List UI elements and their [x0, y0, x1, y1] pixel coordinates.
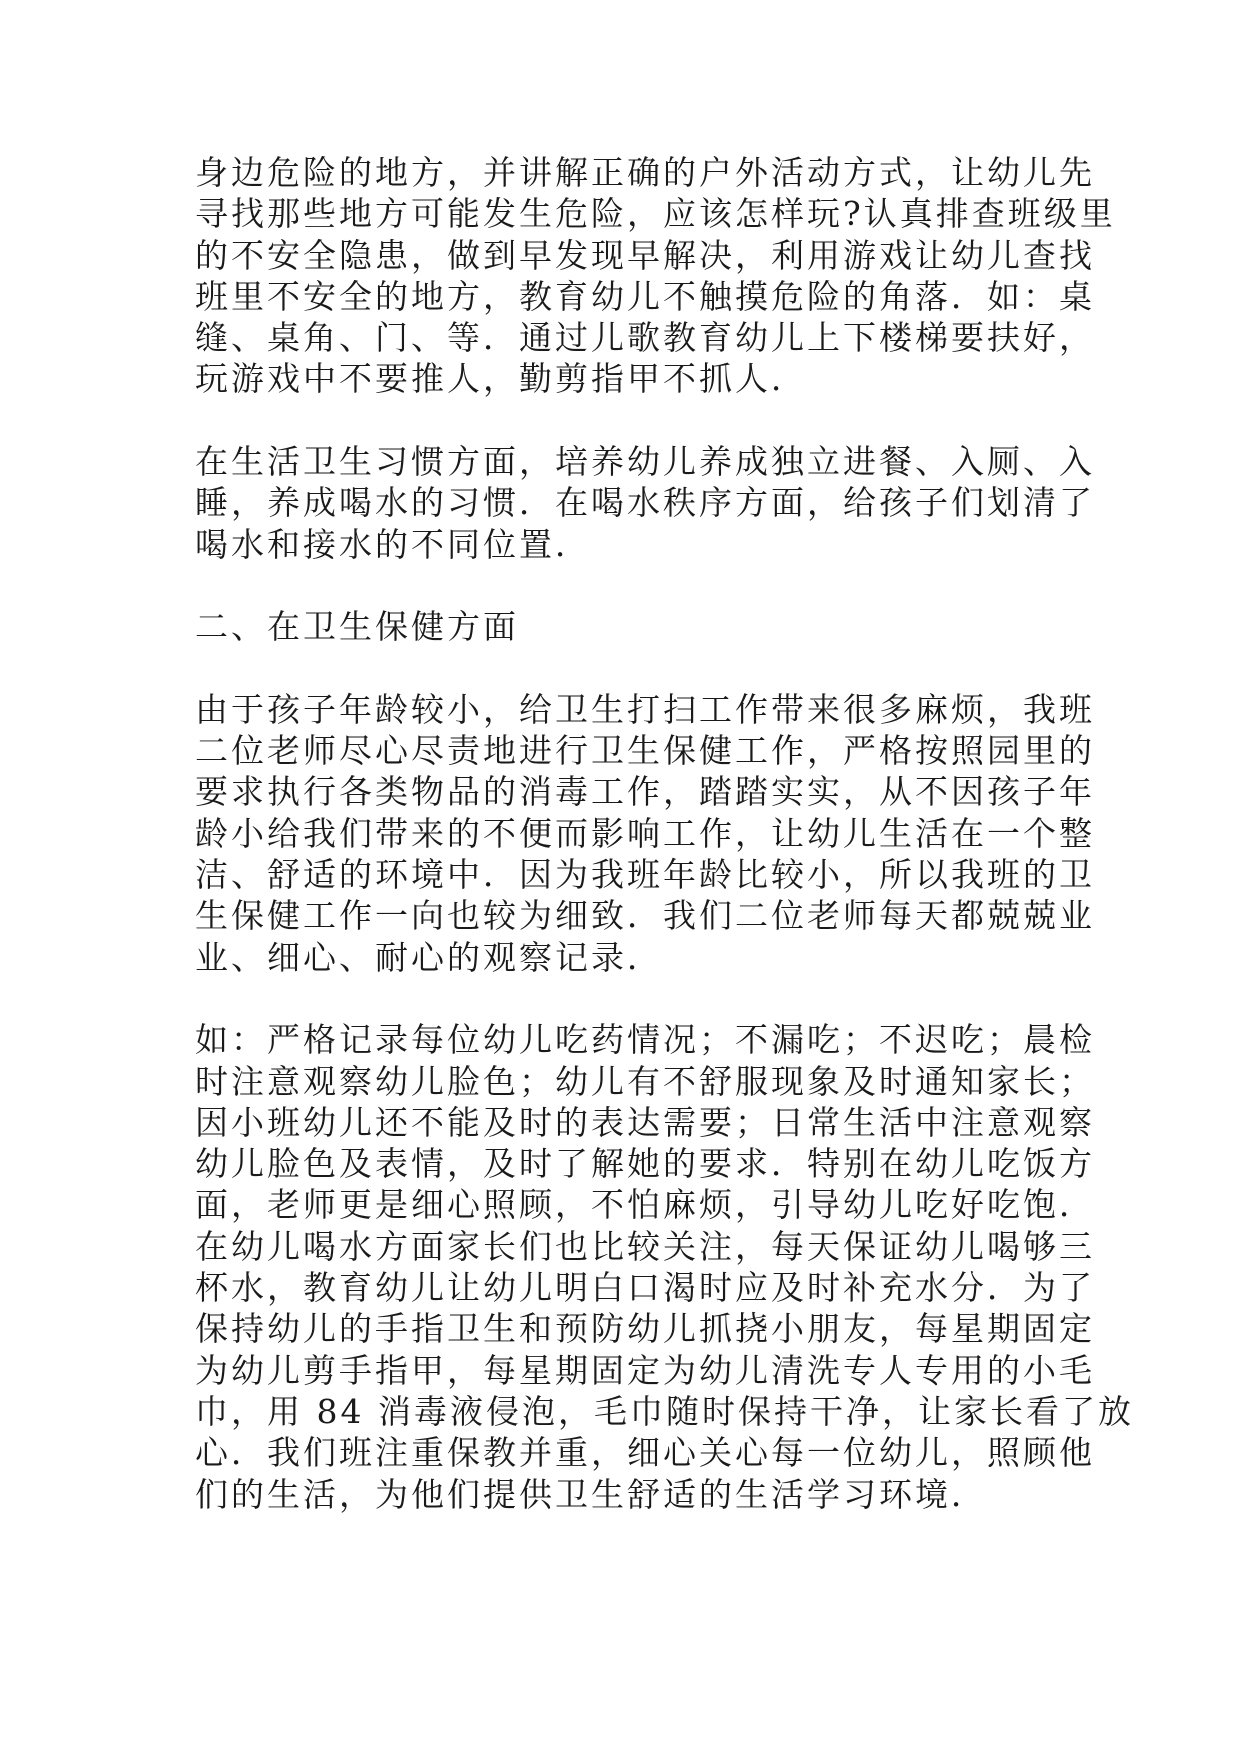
paragraph-examples [195, 1019, 1134, 1515]
text-line: 龄小给我们带来的不便而影响工作，让幼儿生活在一个整 [195, 813, 1095, 853]
paragraph-safety-activities [195, 152, 1116, 400]
text-line: 玩游戏中不要推人，勤剪指甲不抓人． [195, 359, 807, 399]
text-line: 巾，用 84 消毒液侵泡，毛巾随时保持干净，让家长看了放 [195, 1391, 1134, 1431]
text-line: 睡，养成喝水的习惯．在喝水秩序方面，给孩子们划清了 [195, 483, 1095, 523]
text-line: 二位老师尽心尽责地进行卫生保健工作，严格按照园里的 [195, 731, 1095, 771]
paragraph-health-care [195, 689, 1095, 978]
text-line: 班里不安全的地方，教育幼儿不触摸危险的角落．如：桌 [195, 276, 1095, 316]
text-line: 如：严格记录每位幼儿吃药情况；不漏吃；不迟吃；晨检 [195, 1020, 1095, 1060]
text-line: 的不安全隐患，做到早发现早解决，利用游戏让幼儿查找 [195, 235, 1095, 275]
text-line: 要求执行各类物品的消毒工作，踏踏实实，从不因孩子年 [195, 772, 1095, 812]
text-line: 在幼儿喝水方面家长们也比较关注，每天保证幼儿喝够三 [195, 1226, 1095, 1266]
text-line: 由于孩子年龄较小，给卫生打扫工作带来很多麻烦，我班 [195, 689, 1095, 729]
text-line: 生保健工作一向也较为细致．我们二位老师每天都兢兢业 [195, 896, 1095, 936]
text-line: 因小班幼儿还不能及时的表达需要；日常生活中注意观察 [195, 1102, 1095, 1142]
paragraph-spacer [195, 565, 1055, 606]
text-line: 幼儿脸色及表情，及时了解她的要求．特别在幼儿吃饭方 [195, 1144, 1095, 1184]
text-line: 为幼儿剪手指甲，每星期固定为幼儿清洗专人专用的小毛 [195, 1350, 1095, 1390]
text-line: 杯水，教育幼儿让幼儿明白口渴时应及时补充水分．为了 [195, 1268, 1095, 1308]
document-page [195, 152, 1134, 1515]
text-line: 面，老师更是细心照顾，不怕麻烦，引导幼儿吃好吃饱． [195, 1185, 1095, 1225]
section-heading [195, 606, 1055, 647]
text-line: 们的生活，为他们提供卫生舒适的生活学习环境． [195, 1474, 987, 1514]
text-line: 业、细心、耐心的观察记录． [195, 937, 663, 977]
text-line: 喝水和接水的不同位置． [195, 524, 591, 564]
text-line: 在生活卫生习惯方面，培养幼儿养成独立进餐、入厕、入 [195, 442, 1095, 482]
paragraph-spacer [195, 648, 1055, 689]
heading-line: 二、在卫生保健方面 [195, 607, 519, 647]
text-line: 寻找那些地方可能发生危险，应该怎样玩?认真排查班级里 [195, 194, 1116, 234]
text-line: 洁、舒适的环境中．因为我班年龄比较小，所以我班的卫 [195, 855, 1095, 895]
text-line: 保持幼儿的手指卫生和预防幼儿抓挠小朋友，每星期固定 [195, 1309, 1095, 1349]
paragraph-spacer [195, 978, 1055, 1019]
text-line: 心．我们班注重保教并重，细心关心每一位幼儿，照顾他 [195, 1433, 1095, 1473]
text-line: 缝、桌角、门、等．通过儿歌教育幼儿上下楼梯要扶好， [195, 318, 1095, 358]
paragraph-spacer [195, 400, 1055, 441]
paragraph-hygiene-habits [195, 441, 1095, 565]
text-line: 身边危险的地方，并讲解正确的户外活动方式，让幼儿先 [195, 153, 1095, 192]
text-line: 时注意观察幼儿脸色；幼儿有不舒服现象及时通知家长； [195, 1061, 1095, 1101]
